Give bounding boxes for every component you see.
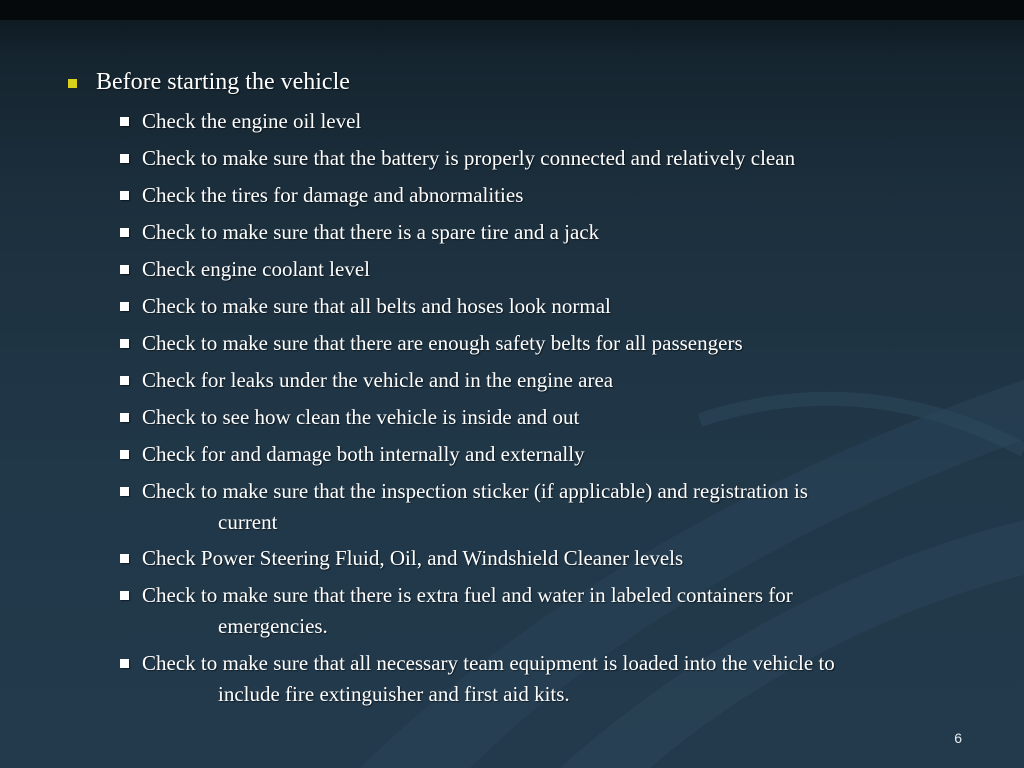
list-item: Check to make sure that there is a spare tire and a jack <box>142 220 600 244</box>
square-bullet-icon <box>120 376 129 385</box>
square-bullet-icon <box>120 487 129 496</box>
square-bullet-icon <box>120 302 129 311</box>
square-bullet-icon <box>120 228 129 237</box>
list-item: Check for leaks under the vehicle and in the engine area <box>142 368 614 392</box>
square-bullet-icon <box>120 413 129 422</box>
square-bullet-icon <box>120 450 129 459</box>
list-item <box>142 648 835 710</box>
square-bullet-icon <box>120 154 129 163</box>
list-item-line: Check to make sure that the inspection sticker (if applicable) and registration is <box>142 479 808 503</box>
list-item-continuation: emergencies. <box>218 614 328 638</box>
square-bullet-icon <box>120 191 129 200</box>
list-item <box>142 580 793 642</box>
square-bullet-icon <box>120 265 129 274</box>
square-bullet-icon <box>120 117 129 126</box>
slide-number: 6 <box>954 730 962 746</box>
list-item: Check the tires for damage and abnormalities <box>142 183 524 207</box>
list-item-continuation: current <box>218 510 278 534</box>
list-item: Check to see how clean the vehicle is inside and out <box>142 405 580 429</box>
list-item: Check engine coolant level <box>142 257 370 281</box>
heading-item: Before starting the vehicle <box>96 69 350 95</box>
list-item-line: Check to make sure that there is extra fuel and water in labeled containers for <box>142 583 793 607</box>
square-bullet-icon <box>120 554 129 563</box>
list-item: Check Power Steering Fluid, Oil, and Windshield Cleaner levels <box>142 546 684 570</box>
list-item: Check to make sure that there are enough safety belts for all passengers <box>142 331 743 355</box>
list-item: Check the engine oil level <box>142 109 362 133</box>
list-item: Check for and damage both internally and externally <box>142 442 585 466</box>
square-bullet-icon <box>120 591 129 600</box>
square-bullet-icon <box>120 339 129 348</box>
list-item-line: Check to make sure that all necessary team equipment is loaded into the vehicle to <box>142 651 835 675</box>
list-item <box>142 476 808 538</box>
square-bullet-icon <box>120 659 129 668</box>
list-item: Check to make sure that the battery is properly connected and relatively clean <box>142 146 796 170</box>
list-item-continuation: include fire extinguisher and first aid kits. <box>218 682 570 706</box>
square-bullet-icon <box>68 79 77 88</box>
list-item: Check to make sure that all belts and hoses look normal <box>142 294 611 318</box>
